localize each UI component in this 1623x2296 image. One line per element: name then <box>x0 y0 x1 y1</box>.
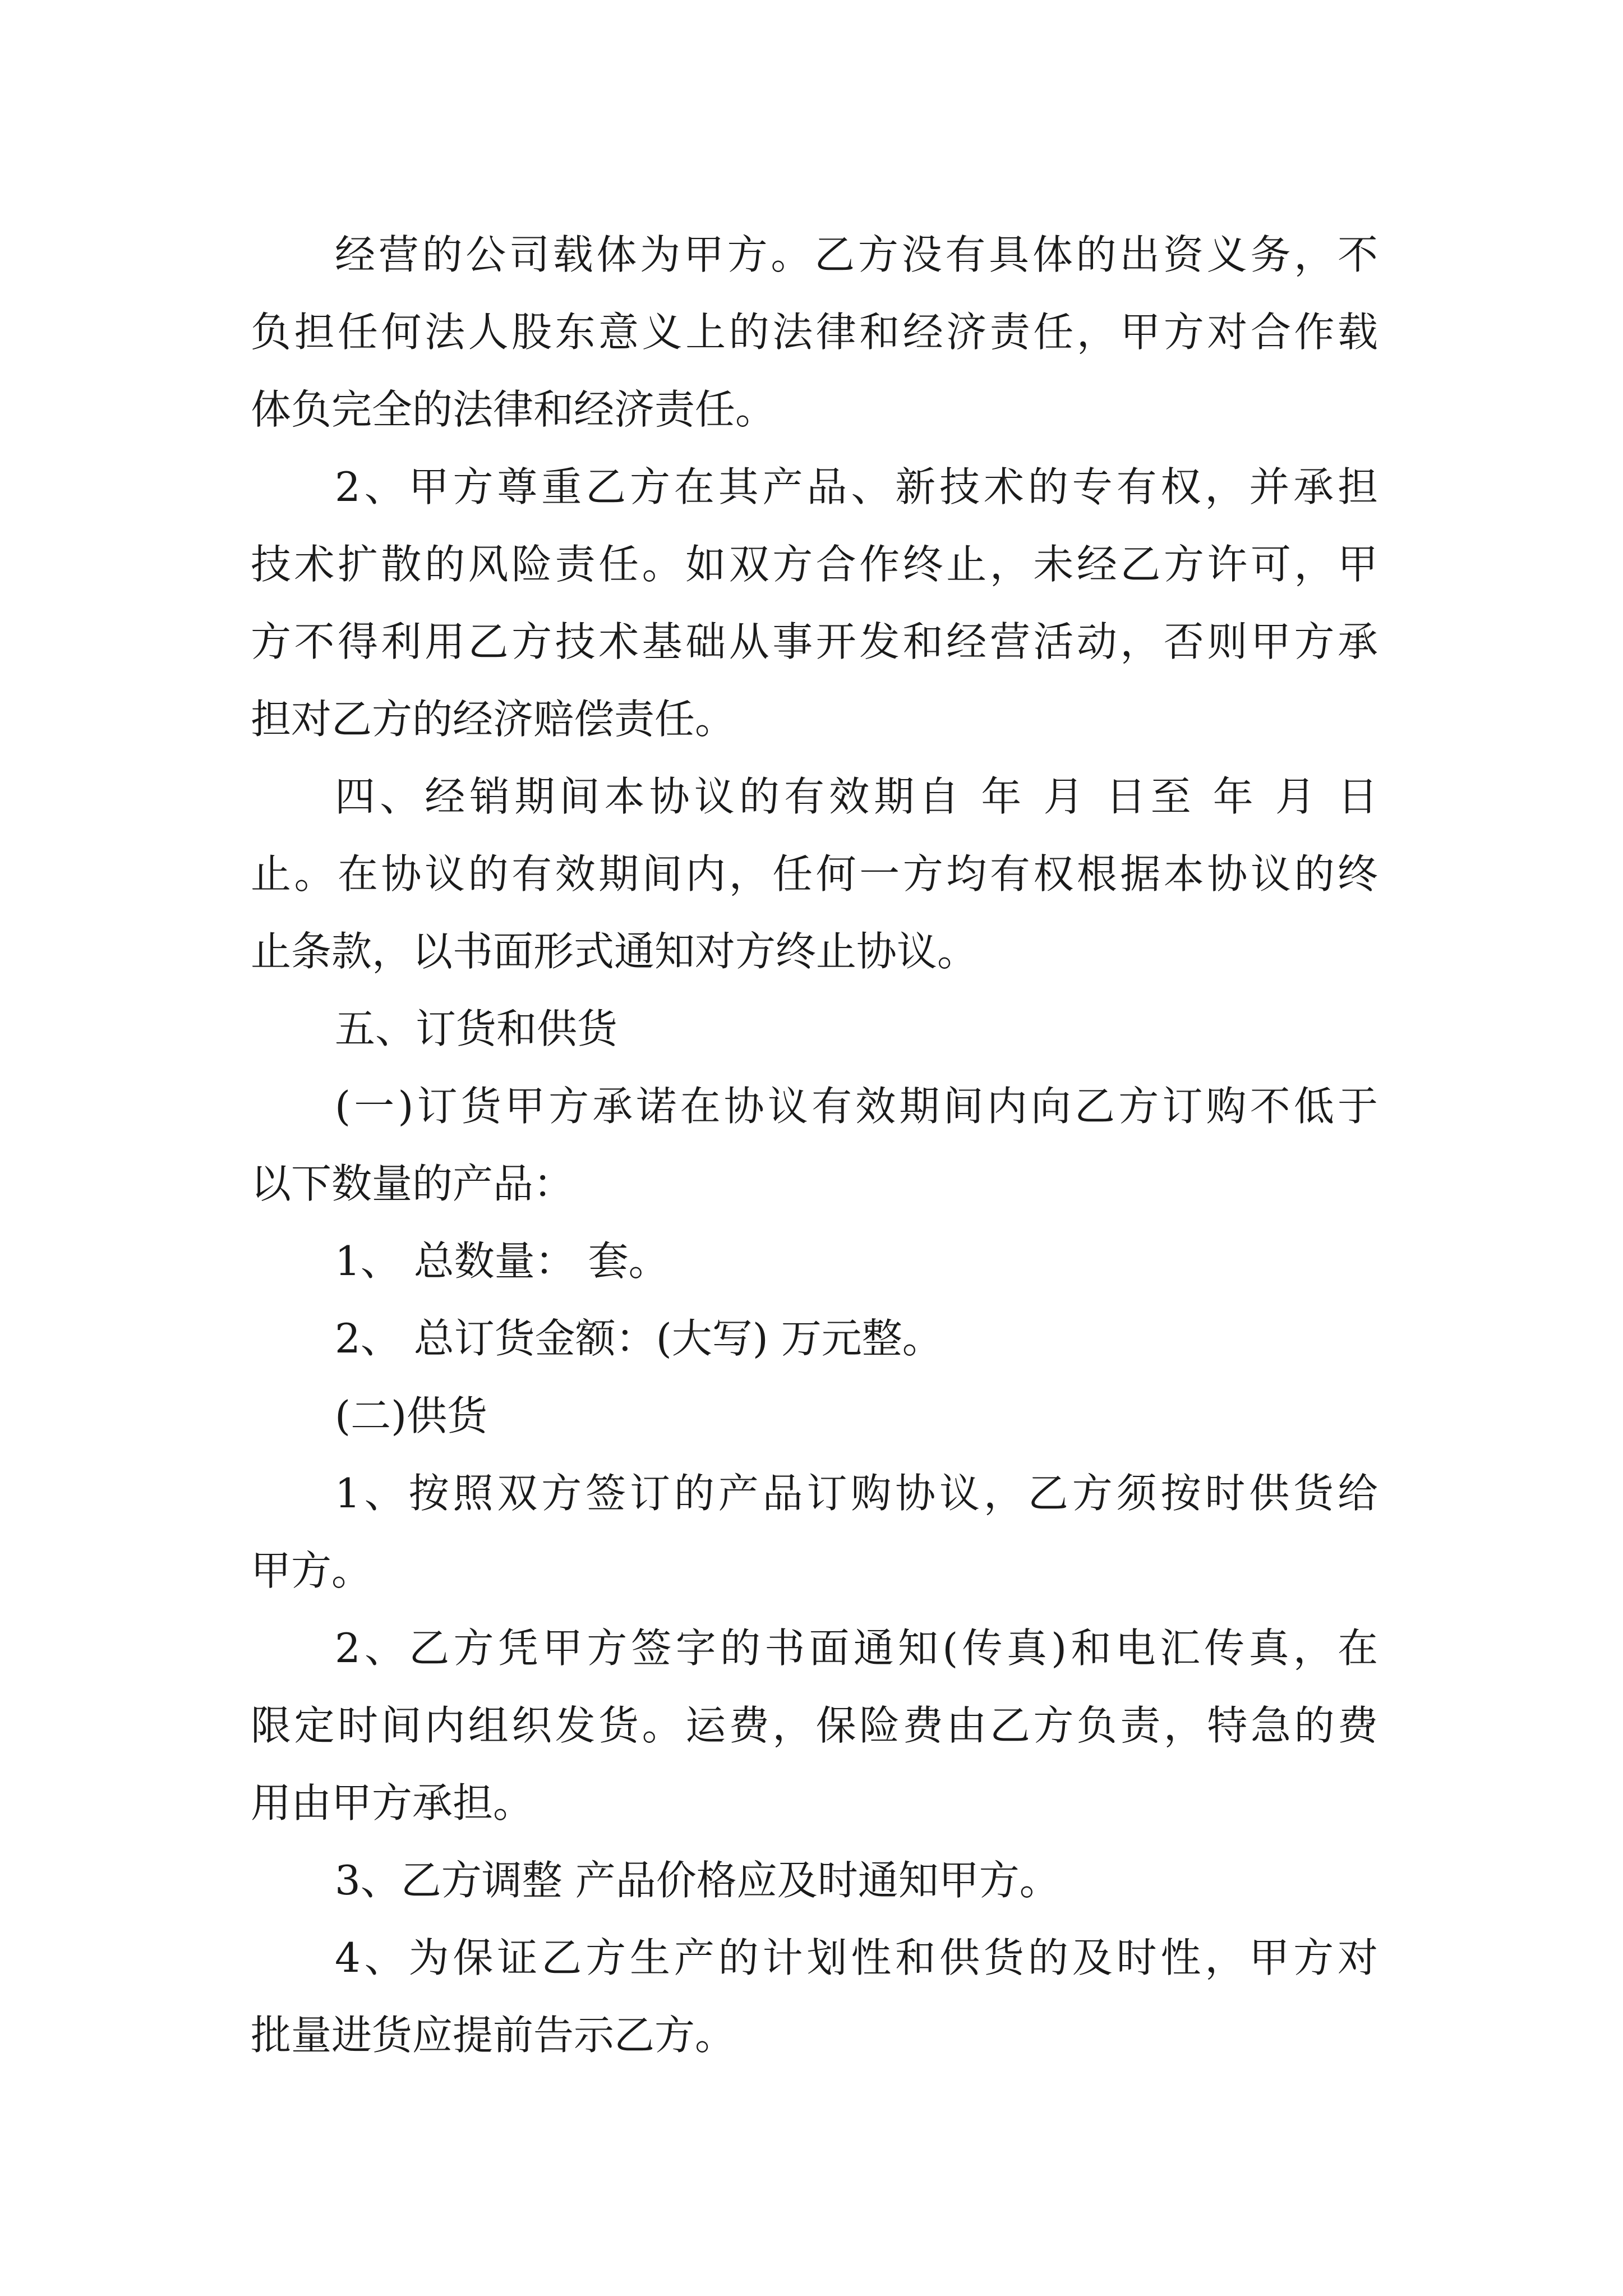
text-line: 2、乙方凭甲方签字的书面通知(传真)和电汇传真，在 <box>335 1625 1378 1672</box>
text-line: (一)订货甲方承诺在协议有效期间内向乙方订购不低于 <box>335 1083 1378 1130</box>
text-line: 1、按照双方签订的产品订购协议，乙方须按时供货给 <box>335 1470 1378 1517</box>
text-line: 用由甲方承担。 <box>251 1779 534 1826</box>
subsection-heading: (二)供货 <box>335 1392 488 1439</box>
text-line: 限定时间内组织发货。运费，保险费由乙方负责，特急的费 <box>251 1702 1378 1749</box>
text-line: 经营的公司载体为甲方。乙方没有具体的出资义务，不 <box>335 231 1378 278</box>
document-body <box>251 216 1378 2074</box>
text-line: 方不得利用乙方技术基础从事开发和经营活动，否则甲方承 <box>251 618 1378 665</box>
text-line: 担对乙方的经济赔偿责任。 <box>251 696 736 743</box>
text-line: 四、经销期间本协议的有效期自 年 月 日至 年 月 日 <box>335 773 1378 820</box>
text-line: 止条款，以书面形式通知对方终止协议。 <box>251 928 978 975</box>
text-line: 3、乙方调整 产品价格应及时通知甲方。 <box>335 1857 1060 1904</box>
section-heading: 五、订货和供货 <box>335 1005 618 1052</box>
text-line: 甲方。 <box>251 1547 372 1594</box>
text-line: 体负完全的法律和经济责任。 <box>251 386 776 433</box>
text-line: 1、 总数量： 套。 <box>335 1237 669 1285</box>
text-line: 负担任何法人股东意义上的法律和经济责任，甲方对合作载 <box>251 309 1378 356</box>
text-line: 2、 总订货金额：(大写) 万元整。 <box>335 1315 943 1362</box>
text-line: 批量进货应提前告示乙方。 <box>251 2012 736 2059</box>
text-line: 4、为保证乙方生产的计划性和供货的及时性，甲方对 <box>335 1934 1378 1981</box>
text-line: 技术扩散的风险责任。如双方合作终止，未经乙方许可，甲 <box>251 541 1378 588</box>
text-line: 止。在协议的有效期间内，任何一方均有权根据本协议的终 <box>251 850 1378 898</box>
text-line: 以下数量的产品： <box>251 1160 574 1207</box>
text-line: 2、甲方尊重乙方在其产品、新技术的专有权，并承担 <box>335 463 1378 510</box>
